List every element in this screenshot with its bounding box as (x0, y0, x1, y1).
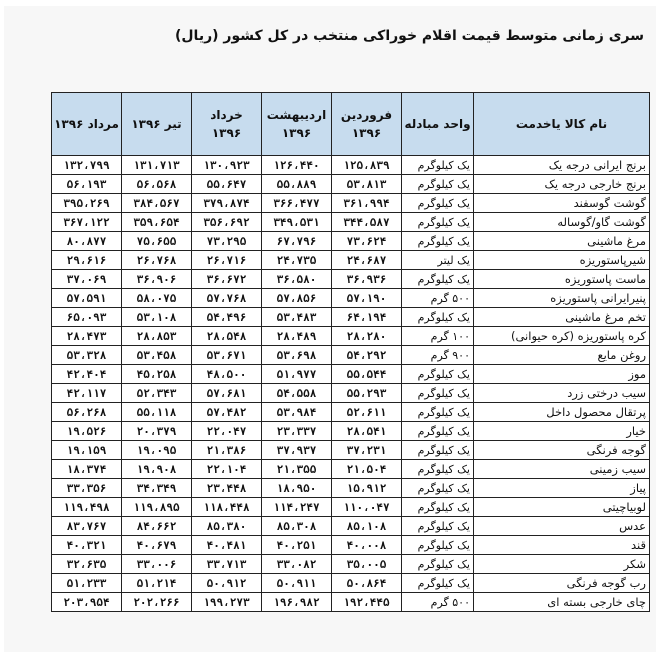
unit-cell: یک کیلوگرم (402, 194, 474, 213)
price-cell: ۱۱۹،۴۹۸ (52, 498, 122, 517)
price-cell: ۲۸،۴۷۳ (52, 327, 122, 346)
price-table (51, 92, 650, 612)
price-cell: ۵۴،۴۹۶ (192, 308, 262, 327)
price-cell: ۴۸،۵۰۰ (192, 365, 262, 384)
price-cell: ۶۷،۷۹۶ (262, 232, 332, 251)
price-cell: ۲۳،۳۳۷ (262, 422, 332, 441)
price-cell: ۵۲،۶۱۱ (332, 403, 402, 422)
table-row (52, 536, 650, 555)
table-row (52, 498, 650, 517)
price-cell: ۲۸،۴۸۹ (262, 327, 332, 346)
table-row (52, 327, 650, 346)
price-cell: ۲۸،۲۸۰ (332, 327, 402, 346)
table-row (52, 384, 650, 403)
price-cell: ۵۰،۸۶۴ (332, 574, 402, 593)
price-cell: ۵۷،۷۶۸ (192, 289, 262, 308)
table-row (52, 194, 650, 213)
price-cell: ۸۵،۱۰۸ (332, 517, 402, 536)
price-cell: ۳۷،۹۳۷ (262, 441, 332, 460)
price-cell: ۳۶۱،۹۹۴ (332, 194, 402, 213)
price-cell: ۲۱،۳۵۵ (262, 460, 332, 479)
price-cell: ۱۲۵،۸۳۹ (332, 156, 402, 175)
item-name-cell: لوبیاچیتی (474, 498, 650, 517)
price-cell: ۲۴،۷۳۵ (262, 251, 332, 270)
table-row (52, 517, 650, 536)
unit-cell: یک کیلوگرم (402, 498, 474, 517)
table-row (52, 593, 650, 612)
unit-cell: یک کیلوگرم (402, 479, 474, 498)
price-cell: ۲۲،۱۰۴ (192, 460, 262, 479)
table-row (52, 270, 650, 289)
price-cell: ۴۰،۲۵۱ (262, 536, 332, 555)
price-cell: ۲۸،۸۵۳ (122, 327, 192, 346)
price-cell: ۵۲،۳۴۳ (122, 384, 192, 403)
item-name-cell: شکر (474, 555, 650, 574)
price-cell: ۵۳،۶۹۸ (262, 346, 332, 365)
price-cell: ۵۷،۶۸۱ (192, 384, 262, 403)
unit-cell: یک کیلوگرم (402, 536, 474, 555)
unit-cell: یک کیلوگرم (402, 574, 474, 593)
price-cell: ۳۶،۹۰۶ (122, 270, 192, 289)
table-title: سری زمانی متوسط قیمت اقلام خوراکی منتخب در کل کشور (ریال) (175, 28, 644, 44)
table-row (52, 346, 650, 365)
price-cell: ۱۸،۹۵۰ (262, 479, 332, 498)
unit-cell: یک کیلوگرم (402, 384, 474, 403)
header-farvardin: فروردین ۱۳۹۶ (332, 93, 402, 156)
price-cell: ۴۰،۳۲۱ (52, 536, 122, 555)
price-cell: ۱۱۸،۴۴۸ (192, 498, 262, 517)
price-cell: ۲۰۳،۹۵۴ (52, 593, 122, 612)
price-cell: ۱۱۴،۲۴۷ (262, 498, 332, 517)
price-cell: ۳۶،۹۳۶ (332, 270, 402, 289)
price-cell: ۳۵۶،۶۹۲ (192, 213, 262, 232)
price-cell: ۲۳،۴۴۸ (192, 479, 262, 498)
price-cell: ۶۵،۰۹۳ (52, 308, 122, 327)
price-cell: ۷۳،۶۲۴ (332, 232, 402, 251)
unit-cell: یک کیلوگرم (402, 441, 474, 460)
item-name-cell: خیار (474, 422, 650, 441)
price-cell: ۵۴،۵۵۸ (262, 384, 332, 403)
price-cell: ۵۷،۱۹۰ (332, 289, 402, 308)
header-unit: واحد مبادله (402, 93, 474, 156)
unit-cell: یک کیلوگرم (402, 232, 474, 251)
price-cell: ۸۳،۷۶۷ (52, 517, 122, 536)
price-cell: ۱۳۰،۹۲۳ (192, 156, 262, 175)
price-cell: ۳۲،۶۳۵ (52, 555, 122, 574)
price-cell: ۱۱۰،۰۴۷ (332, 498, 402, 517)
unit-cell: یک کیلوگرم (402, 460, 474, 479)
price-cell: ۳۵،۰۰۵ (332, 555, 402, 574)
price-cell: ۱۹،۹۰۸ (122, 460, 192, 479)
price-cell: ۱۹،۰۹۵ (122, 441, 192, 460)
price-cell: ۲۲،۰۴۷ (192, 422, 262, 441)
price-cell: ۳۷۹،۸۷۴ (192, 194, 262, 213)
price-cell: ۲۸،۵۴۸ (192, 327, 262, 346)
price-cell: ۵۵،۶۴۷ (192, 175, 262, 194)
table-row (52, 289, 650, 308)
table-row (52, 422, 650, 441)
price-cell: ۲۰،۳۷۹ (122, 422, 192, 441)
price-cell: ۳۶،۶۷۲ (192, 270, 262, 289)
price-cell: ۵۱،۲۳۳ (52, 574, 122, 593)
item-name-cell: مرغ ماشینی (474, 232, 650, 251)
item-name-cell: برنج ایرانی درجه یک (474, 156, 650, 175)
unit-cell: یک کیلوگرم (402, 175, 474, 194)
price-cell: ۵۰،۹۱۲ (192, 574, 262, 593)
item-name-cell: ماست پاستوریزه (474, 270, 650, 289)
price-cell: ۴۰،۶۷۹ (122, 536, 192, 555)
unit-cell: ۵۰۰ گرم (402, 593, 474, 612)
price-cell: ۱۳۱،۷۱۳ (122, 156, 192, 175)
unit-cell: یک کیلوگرم (402, 365, 474, 384)
table-row (52, 479, 650, 498)
item-name-cell: سیب زمینی (474, 460, 650, 479)
unit-cell: یک کیلوگرم (402, 270, 474, 289)
document-page (4, 6, 656, 652)
price-cell: ۵۶،۱۹۳ (52, 175, 122, 194)
item-name-cell: روغن مایع (474, 346, 650, 365)
price-cell: ۵۵،۲۹۳ (332, 384, 402, 403)
price-cell: ۴۰،۴۸۱ (192, 536, 262, 555)
unit-cell: ۱۰۰ گرم (402, 327, 474, 346)
price-cell: ۱۹،۱۵۹ (52, 441, 122, 460)
item-name-cell: موز (474, 365, 650, 384)
header-item-name: نام کالا یاخدمت (474, 93, 650, 156)
price-cell: ۸۰،۸۷۷ (52, 232, 122, 251)
price-cell: ۵۳،۱۰۸ (122, 308, 192, 327)
price-cell: ۱۹۶،۹۸۲ (262, 593, 332, 612)
price-cell: ۵۷،۴۸۲ (192, 403, 262, 422)
unit-cell: ۵۰۰ گرم (402, 289, 474, 308)
price-cell: ۲۹،۶۱۶ (52, 251, 122, 270)
price-cell: ۳۳،۷۱۳ (192, 555, 262, 574)
price-cell: ۴۵،۲۵۸ (122, 365, 192, 384)
price-cell: ۵۶،۲۶۸ (52, 403, 122, 422)
price-cell: ۵۳،۳۲۸ (52, 346, 122, 365)
price-cell: ۳۴۹،۵۳۱ (262, 213, 332, 232)
price-cell: ۳۸۴،۵۶۷ (122, 194, 192, 213)
price-cell: ۵۸،۰۷۵ (122, 289, 192, 308)
price-cell: ۳۳،۳۵۶ (52, 479, 122, 498)
price-cell: ۱۹۹،۲۷۳ (192, 593, 262, 612)
price-cell: ۳۳،۰۸۲ (262, 555, 332, 574)
item-name-cell: گوشت گاو/گوساله (474, 213, 650, 232)
price-cell: ۵۴،۲۹۲ (332, 346, 402, 365)
table-row (52, 574, 650, 593)
price-cell: ۵۱،۲۱۴ (122, 574, 192, 593)
price-cell: ۱۸،۳۷۴ (52, 460, 122, 479)
price-cell: ۳۹۵،۲۶۹ (52, 194, 122, 213)
unit-cell: یک کیلوگرم (402, 403, 474, 422)
price-cell: ۵۳،۴۸۳ (262, 308, 332, 327)
item-name-cell: تخم مرغ ماشینی (474, 308, 650, 327)
item-name-cell: قند (474, 536, 650, 555)
price-cell: ۳۶۶،۴۷۷ (262, 194, 332, 213)
unit-cell: یک کیلوگرم (402, 308, 474, 327)
price-cell: ۱۲۶،۴۴۰ (262, 156, 332, 175)
price-cell: ۵۰،۹۱۱ (262, 574, 332, 593)
price-cell: ۳۶،۵۸۰ (262, 270, 332, 289)
price-cell: ۷۳،۲۹۵ (192, 232, 262, 251)
item-name-cell: پرتقال محصول داخل (474, 403, 650, 422)
header-row (52, 93, 650, 156)
table-row (52, 213, 650, 232)
price-cell: ۸۴،۶۶۲ (122, 517, 192, 536)
table-row (52, 251, 650, 270)
unit-cell: یک کیلوگرم (402, 555, 474, 574)
price-cell: ۲۴،۶۸۷ (332, 251, 402, 270)
price-cell: ۳۷،۰۶۹ (52, 270, 122, 289)
price-cell: ۳۷،۲۳۱ (332, 441, 402, 460)
price-cell: ۷۵،۶۵۵ (122, 232, 192, 251)
price-cell: ۱۹،۵۲۶ (52, 422, 122, 441)
price-cell: ۳۴،۳۴۹ (122, 479, 192, 498)
price-cell: ۵۳،۴۵۸ (122, 346, 192, 365)
price-cell: ۵۳،۶۷۱ (192, 346, 262, 365)
item-name-cell: شیرپاستوریزه (474, 251, 650, 270)
price-cell: ۳۴۴،۵۸۷ (332, 213, 402, 232)
price-cell: ۳۶۷،۱۲۲ (52, 213, 122, 232)
price-cell: ۸۵،۳۰۸ (262, 517, 332, 536)
price-cell: ۵۳،۹۸۴ (262, 403, 332, 422)
price-cell: ۵۳،۸۱۳ (332, 175, 402, 194)
item-name-cell: پنیرایرانی پاستوریزه (474, 289, 650, 308)
unit-cell: یک کیلوگرم (402, 517, 474, 536)
price-cell: ۴۰،۰۰۸ (332, 536, 402, 555)
table-row (52, 441, 650, 460)
item-name-cell: برنج خارجی درجه یک (474, 175, 650, 194)
price-cell: ۱۹۲،۴۴۵ (332, 593, 402, 612)
item-name-cell: گوجه فرنگی (474, 441, 650, 460)
price-cell: ۲۱،۳۸۶ (192, 441, 262, 460)
item-name-cell: چای خارجی بسته ای (474, 593, 650, 612)
item-name-cell: گوشت گوسفند (474, 194, 650, 213)
unit-cell: یک کیلوگرم (402, 156, 474, 175)
table-row (52, 156, 650, 175)
price-cell: ۱۱۹،۸۹۵ (122, 498, 192, 517)
table-row (52, 460, 650, 479)
price-cell: ۳۳،۰۰۶ (122, 555, 192, 574)
header-tir: تیر ۱۳۹۶ (122, 93, 192, 156)
price-cell: ۵۵،۸۸۹ (262, 175, 332, 194)
table-row (52, 555, 650, 574)
price-cell: ۵۱،۹۷۷ (262, 365, 332, 384)
item-name-cell: کره پاستوریزه (کره حیوانی) (474, 327, 650, 346)
unit-cell: یک لیتر (402, 251, 474, 270)
unit-cell: یک کیلوگرم (402, 213, 474, 232)
table-row (52, 365, 650, 384)
price-cell: ۱۳۲،۷۹۹ (52, 156, 122, 175)
price-cell: ۲۶،۷۱۶ (192, 251, 262, 270)
price-cell: ۵۷،۵۹۱ (52, 289, 122, 308)
price-cell: ۴۲،۴۰۴ (52, 365, 122, 384)
item-name-cell: رب گوجه فرنگی (474, 574, 650, 593)
price-cell: ۲۱،۵۰۴ (332, 460, 402, 479)
unit-cell: یک کیلوگرم (402, 422, 474, 441)
price-cell: ۳۵۹،۶۵۴ (122, 213, 192, 232)
table-row (52, 403, 650, 422)
item-name-cell: عدس (474, 517, 650, 536)
price-cell: ۶۴،۱۹۴ (332, 308, 402, 327)
table-row (52, 175, 650, 194)
price-cell: ۵۷،۸۵۶ (262, 289, 332, 308)
price-cell: ۲۶،۷۶۸ (122, 251, 192, 270)
price-cell: ۲۸،۵۴۱ (332, 422, 402, 441)
table-row (52, 232, 650, 251)
item-name-cell: پیاز (474, 479, 650, 498)
item-name-cell: سیب درختی زرد (474, 384, 650, 403)
header-khordad: خرداد ۱۳۹۶ (192, 93, 262, 156)
price-cell: ۵۵،۵۴۴ (332, 365, 402, 384)
price-cell: ۵۶،۵۶۸ (122, 175, 192, 194)
price-cell: ۲۰۲،۲۶۶ (122, 593, 192, 612)
price-cell: ۵۵،۱۱۸ (122, 403, 192, 422)
header-ordibehesht: اردیبهشت ۱۳۹۶ (262, 93, 332, 156)
unit-cell: ۹۰۰ گرم (402, 346, 474, 365)
price-cell: ۱۵،۹۱۲ (332, 479, 402, 498)
header-mordad: مرداد ۱۳۹۶ (52, 93, 122, 156)
price-cell: ۸۵،۳۸۰ (192, 517, 262, 536)
price-cell: ۴۲،۱۱۷ (52, 384, 122, 403)
table-row (52, 308, 650, 327)
